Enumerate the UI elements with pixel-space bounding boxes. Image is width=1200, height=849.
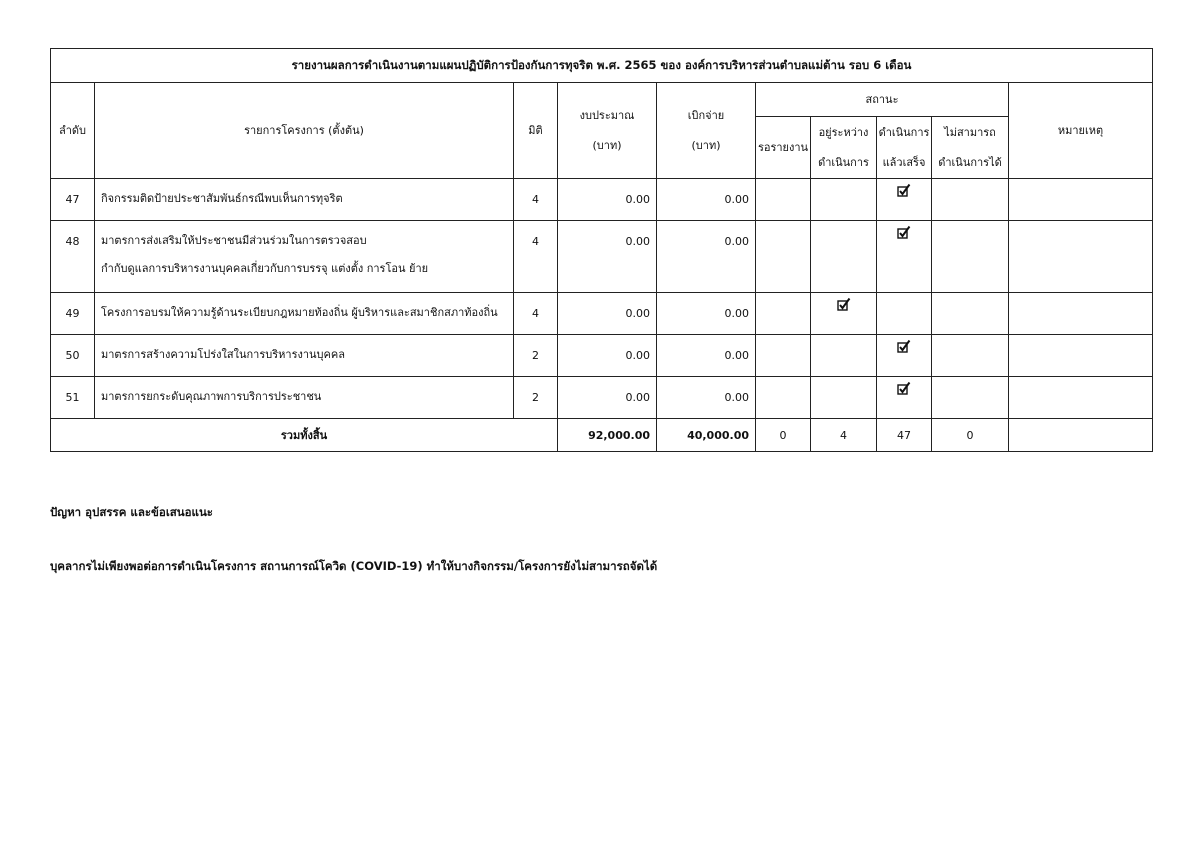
row-dimension: 2: [514, 335, 558, 377]
checkbox-checked-icon: [837, 297, 851, 311]
row-status-done: [877, 293, 932, 335]
row-project-name: [95, 179, 514, 221]
row-status-in-progress: [811, 221, 877, 293]
row-project-name-line: กิจกรรมติดป้ายประชาสัมพันธ์กรณีพบเห็นการทุจริต: [101, 192, 343, 205]
row-status-unable: [932, 179, 1009, 221]
total-unable: 0: [932, 419, 1009, 452]
row-status-unable: [932, 221, 1009, 293]
header-remarks: หมายเหตุ: [1009, 83, 1153, 179]
header-dimension: มิติ: [514, 83, 558, 179]
row-status-done: [877, 377, 932, 419]
row-number: 48: [51, 221, 95, 293]
row-remarks: [1009, 221, 1153, 293]
problems-text: บุคลากรไม่เพียงพอต่อการดำเนินโครงการ สถานการณ์โควิด (COVID-19) ทำให้บางกิจกรรม/โครงการยังไม่สามารถจัดได้: [50, 559, 658, 573]
row-project-name-line: โครงการอบรมให้ความรู้ด้านระเบียบกฎหมายท้องถิ่น ผู้บริหารและสมาชิกสภาท้องถิ่น: [101, 306, 498, 319]
row-status-pending: [756, 221, 811, 293]
row-status-pending: [756, 293, 811, 335]
total-label: รวมทั้งสิ้น: [51, 419, 558, 452]
table-row: [51, 221, 1153, 293]
total-in-progress: 4: [811, 419, 877, 452]
row-budget: 0.00: [558, 293, 657, 335]
total-pending: 0: [756, 419, 811, 452]
table-row: [51, 377, 1153, 419]
checkbox-checked-icon: [897, 225, 911, 239]
report-title: รายงานผลการดำเนินงานตามแผนปฏิบัติการป้องกันการทุจริต พ.ศ. 2565 ของ องค์การบริหารส่วนตำบลแม่ต้าน รอบ 6 เดือน: [51, 49, 1153, 83]
header-project: รายการโครงการ (ตั้งต้น): [95, 83, 514, 179]
row-remarks: [1009, 293, 1153, 335]
row-dimension: 4: [514, 221, 558, 293]
total-remarks: [1009, 419, 1153, 452]
header-status-unable-line1: ไม่สามารถ: [944, 125, 996, 139]
row-remarks: [1009, 377, 1153, 419]
row-status-in-progress: [811, 179, 877, 221]
row-disbursed: 0.00: [657, 377, 756, 419]
row-status-done: [877, 179, 932, 221]
header-status-unable: [932, 117, 1009, 179]
checkbox-checked-icon: [897, 381, 911, 395]
header-status-in-progress-line1: อยู่ระหว่าง: [818, 125, 869, 139]
row-project-name-line: มาตรการยกระดับคุณภาพการบริการประชาชน: [101, 390, 322, 403]
row-dimension: 2: [514, 377, 558, 419]
row-disbursed: 0.00: [657, 179, 756, 221]
row-project-name-line: กำกับดูแลการบริหารงานบุคคลเกี่ยวกับการบรรจุ แต่งตั้ง การโอน ย้าย: [101, 262, 429, 275]
header-order: ลำดับ: [51, 83, 95, 179]
header-status-unable-line2: ดำเนินการได้: [938, 155, 1002, 169]
row-project-name: [95, 335, 514, 377]
row-number: 49: [51, 293, 95, 335]
total-done: 47: [877, 419, 932, 452]
row-project-name-line: มาตรการสร้างความโปร่งใสในการบริหารงานบุคคล: [101, 348, 345, 361]
header-status: สถานะ: [756, 83, 1009, 117]
row-status-unable: [932, 377, 1009, 419]
table-body: [51, 179, 1153, 419]
row-project-name: [95, 293, 514, 335]
row-status-pending: [756, 335, 811, 377]
row-dimension: 4: [514, 293, 558, 335]
header-disbursed-line2: (บาท): [691, 138, 721, 152]
row-budget: 0.00: [558, 221, 657, 293]
table-row: [51, 335, 1153, 377]
checkbox-checked-icon: [897, 183, 911, 197]
report-table: [50, 48, 1153, 452]
table-row: [51, 179, 1153, 221]
row-project-name: [95, 377, 514, 419]
header-disbursed-line1: เบิกจ่าย: [687, 108, 725, 122]
row-remarks: [1009, 179, 1153, 221]
row-budget: 0.00: [558, 335, 657, 377]
row-number: 51: [51, 377, 95, 419]
table-row: [51, 293, 1153, 335]
header-status-done: [877, 117, 932, 179]
row-status-unable: [932, 293, 1009, 335]
row-dimension: 4: [514, 179, 558, 221]
header-budget-line1: งบประมาณ: [579, 108, 635, 122]
checkbox-checked-icon: [897, 339, 911, 353]
row-status-done: [877, 221, 932, 293]
row-status-done: [877, 335, 932, 377]
header-disbursed: [657, 83, 756, 179]
total-budget: 92,000.00: [558, 419, 657, 452]
row-status-pending: [756, 179, 811, 221]
header-status-pending: รอรายงาน: [756, 117, 811, 179]
row-status-unable: [932, 335, 1009, 377]
header-status-in-progress: [811, 117, 877, 179]
row-status-in-progress: [811, 335, 877, 377]
row-budget: 0.00: [558, 179, 657, 221]
row-disbursed: 0.00: [657, 221, 756, 293]
row-budget: 0.00: [558, 377, 657, 419]
row-disbursed: 0.00: [657, 335, 756, 377]
row-disbursed: 0.00: [657, 293, 756, 335]
total-disbursed: 40,000.00: [657, 419, 756, 452]
header-status-done-line2: แล้วเสร็จ: [882, 155, 926, 169]
header-budget: [558, 83, 657, 179]
row-number: 47: [51, 179, 95, 221]
row-status-in-progress: [811, 293, 877, 335]
header-status-in-progress-line2: ดำเนินการ: [818, 155, 869, 169]
row-number: 50: [51, 335, 95, 377]
row-status-pending: [756, 377, 811, 419]
row-status-in-progress: [811, 377, 877, 419]
row-remarks: [1009, 335, 1153, 377]
header-status-done-line1: ดำเนินการ: [878, 125, 930, 139]
row-project-name: [95, 221, 514, 293]
row-project-name-line: มาตรการส่งเสริมให้ประชาชนมีส่วนร่วมในการตรวจสอบ: [101, 234, 367, 247]
header-budget-line2: (บาท): [592, 138, 622, 152]
problems-heading: ปัญหา อุปสรรค และข้อเสนอแนะ: [50, 505, 213, 519]
